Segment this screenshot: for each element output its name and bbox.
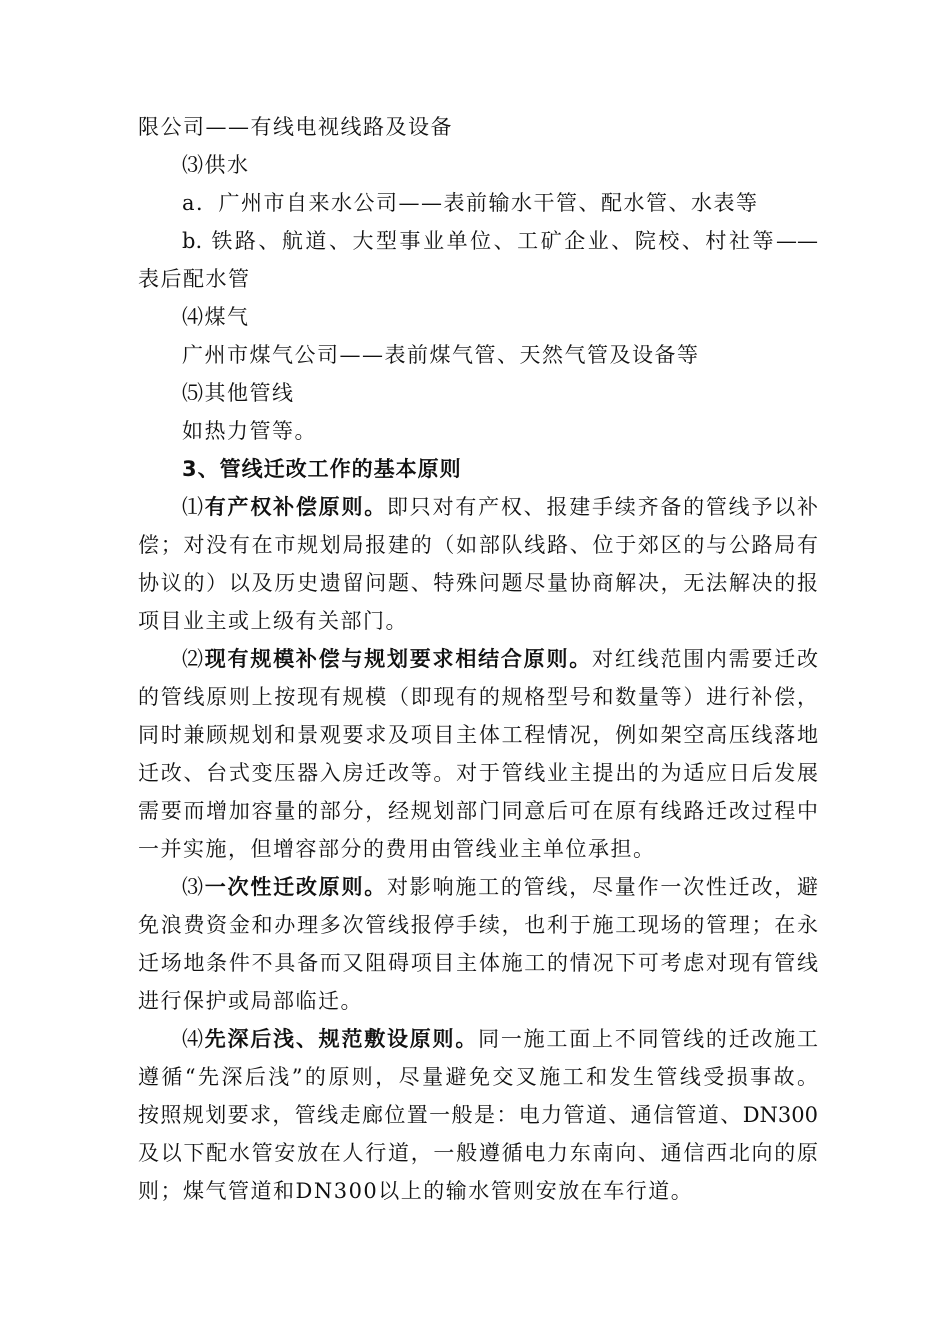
principle-title: 先深后浅、规范敷设原则。 (204, 1027, 479, 1051)
text-line: 进行保护或局部临迁。 (138, 989, 363, 1013)
item-number: ⑵ (182, 647, 205, 671)
paragraph-first-line (182, 642, 818, 678)
text-line: 免浪费资金和办理多次管线报停手续，也利于施工现场的管理；在永 (138, 913, 818, 937)
principle-title: 现有规模补偿与规划要求相结合原则。 (204, 647, 593, 671)
text-run: 对影响施工的管线，尽量作一次性迁改，避 (387, 875, 818, 899)
text-line: 限公司——有线电视线路及设备 (138, 115, 453, 139)
text-line: 按照规划要求，管线走廊位置一般是：电力管道、通信管道、DN300 (138, 1103, 818, 1127)
item-heading-other: ⑸其他管线 (182, 381, 295, 405)
item-number: ⑴ (182, 495, 205, 519)
text-line: 需要而增加容量的部分，经规划部门同意后可在原有线路迁改过程中 (138, 799, 818, 823)
text-line: 如热力管等。 (182, 419, 317, 443)
item-number: ⑶ (182, 875, 205, 899)
text-run: 同一施工面上不同管线的迁改施工 (478, 1027, 818, 1051)
principle-title: 一次性迁改原则。 (204, 875, 388, 899)
item-number: ⑷ (182, 1027, 205, 1051)
text-line: 的管线原则上按现有规模（即现有的规格型号和数量等）进行补偿， (138, 685, 818, 709)
text-line: 项目业主或上级有关部门。 (138, 609, 408, 633)
text-line: 协议的）以及历史遗留问题、特殊问题尽量协商解决，无法解决的报 (138, 571, 818, 595)
text-line: 则；煤气管道和DN300以上的输水管则安放在车行道。 (138, 1179, 694, 1203)
text-line: b. 铁路、航道、大型事业单位、工矿企业、院校、村社等—— (182, 229, 818, 253)
item-heading-water: ⑶供水 (182, 153, 250, 177)
section-heading: 3、管线迁改工作的基本原则 (182, 457, 462, 481)
text-line: 广州市煤气公司——表前煤气管、天然气管及设备等 (182, 343, 700, 367)
principle-title: 有产权补偿原则。 (204, 495, 388, 519)
text-line: 及以下配水管安放在人行道，一般遵循电力东南向、通信西北向的原 (138, 1141, 818, 1165)
paragraph-first-line (182, 1022, 818, 1058)
paragraph-first-line (182, 870, 818, 906)
text-line: 同时兼顾规划和景观要求及项目主体工程情况，例如架空高压线落地 (138, 723, 818, 747)
text-line: 迁改、台式变压器入房迁改等。对于管线业主提出的为适应日后发展 (138, 761, 818, 785)
text-line: a．广州市自来水公司——表前输水干管、配水管、水表等 (182, 191, 759, 215)
text-line: 偿；对没有在市规划局报建的（如部队线路、位于郊区的与公路局有 (138, 533, 818, 557)
item-heading-gas: ⑷煤气 (182, 305, 250, 329)
text-line: 遵循“先深后浅”的原则，尽量避免交叉施工和发生管线受损事故。 (138, 1065, 818, 1089)
paragraph-first-line (182, 490, 818, 526)
text-run: 对红线范围内需要迁改 (592, 647, 818, 671)
text-line: 迁场地条件不具备而又阻碍项目主体施工的情况下可考虑对现有管线 (138, 951, 818, 975)
text-line: 一并实施，但增容部分的费用由管线业主单位承担。 (138, 837, 656, 861)
text-run: 即只对有产权、报建手续齐备的管线予以补 (387, 495, 818, 519)
text-line: 表后配水管 (138, 267, 251, 291)
